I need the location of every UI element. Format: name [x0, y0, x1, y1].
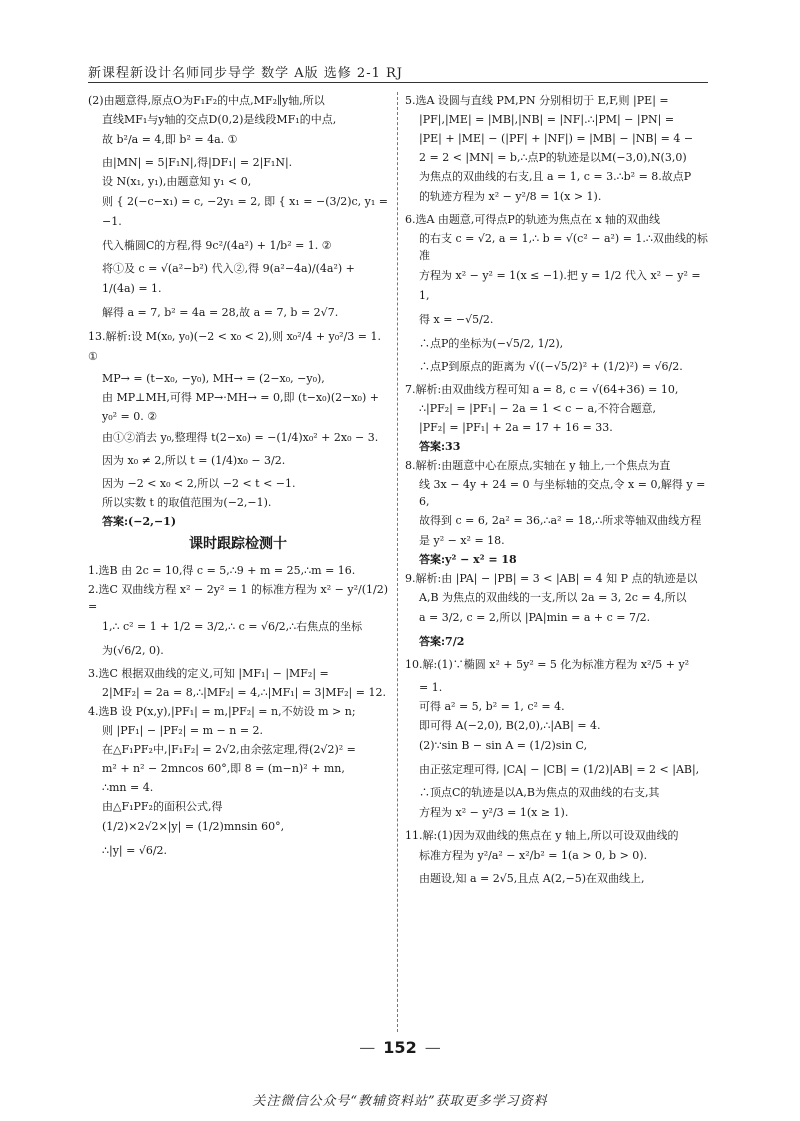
text-line: m² + n² − 2mncos 60°,即 8 = (m−n)² + mn,	[102, 761, 345, 775]
answer-line: 答案:(−2,−1)	[102, 515, 177, 529]
text-line: 方程为 x² − y² = 1(x ≤ −1).把 y = 1/2 代入 x² − y² = 1,	[419, 269, 701, 302]
text-line: 可得 a² = 5, b² = 1, c² = 4.	[419, 700, 565, 714]
page-number: 152	[383, 1038, 417, 1057]
text-line: (2)∵sin B − sin A = (1/2)sin C,	[419, 739, 588, 753]
text-line: (2)由题意得,原点O为F₁F₂的中点,MF₂∥y轴,所以	[88, 94, 325, 107]
text-line: 在△F₁PF₂中,|F₁F₂| = 2√2,由余弦定理,得(2√2)² =	[102, 742, 356, 756]
text-line: 即可得 A(−2,0), B(2,0),∴|AB| = 4.	[419, 719, 601, 733]
text-line: ∴|y| = √6/2.	[102, 843, 168, 857]
left-column	[88, 92, 388, 865]
text-line: 所以实数 t 的取值范围为(−2,−1).	[102, 496, 272, 510]
text-line: 将①及 c = √(a²−b²) 代入②,得 9(a²−4a)/(4a²) + 1/(4a) = 1.	[102, 262, 355, 296]
text-line: = 1.	[419, 681, 443, 695]
text-line: 2|MF₂| = 2a = 8,∴|MF₂| = 4,∴|MF₁| = 3|MF₂| = 12.	[102, 685, 386, 699]
problem-9-start: 9.解析:由 |PA| − |PB| = 3 < |AB| = 4 知 P 点的轨迹是以	[405, 571, 698, 585]
answer-line: 答案:7/2	[419, 634, 465, 648]
problem-7-start: 7.解析:由双曲线方程可知 a = 8, c = √(64+36) = 10,	[405, 383, 679, 397]
text-line: 线 3x − 4y + 24 = 0 与坐标轴的交点,令 x = 0,解得 y = 6,	[419, 478, 706, 509]
text-line: 解得 a = 7, b² = 4a = 28,故 a = 7, b = 2√7.	[102, 305, 339, 319]
text-line: 的右支 c = √2, a = 1,∴ b = √(c² − a²) = 1.∴双曲线的标准	[419, 232, 708, 263]
text-line: 2 = 2 < |MN| = b,∴点P的轨迹是以M(−3,0),N(3,0)	[419, 151, 687, 165]
text-line: |PF|,|ME| = |MB|,|NB| = |NF|.∴|PM| − |PN| =	[419, 113, 675, 127]
section-title: 课时跟踪检测十	[189, 536, 287, 553]
text-line: 故得到 c = 6, 2a² = 36,∴a² = 18,∴所求等轴双曲线方程	[419, 514, 702, 528]
text-line: |PF₂| = |PF₁| + 2a = 17 + 16 = 33.	[419, 421, 613, 435]
text-line: 1,∴ c² = 1 + 1/2 = 3/2,∴ c = √6/2,∴右焦点的坐标	[102, 620, 363, 634]
problem-6-start: 6.选A 由题意,可得点P的轨迹为焦点在 x 轴的双曲线	[405, 213, 661, 227]
text-line: 由 MP⊥MH,可得 MP→·MH→ = 0,即 (t−x₀)(2−x₀) +	[102, 391, 379, 405]
text-line: 标准方程为 y²/a² − x²/b² = 1(a > 0, b > 0).	[419, 848, 648, 862]
text-line: ∴顶点C的轨迹是以A,B为焦点的双曲线的右支,其	[419, 785, 660, 799]
problem-1: 1.选B 由 2c = 10,得 c = 5,∴9 + m = 25,∴m = 16.	[88, 563, 356, 577]
text-line: 故 b²/a = 4,即 b² = 4a. ①	[102, 133, 238, 147]
text-line: ∴点P到原点的距离为 √((−√5/2)² + (1/2)²) = √6/2.	[419, 360, 683, 374]
column-divider	[397, 92, 398, 1032]
text-line: a = 3/2, c = 2,所以 |PA|min = a + c = 7/2.	[419, 610, 651, 624]
text-line: 直线MF₁与y轴的交点D(0,2)是线段MF₁的中点,	[102, 113, 337, 127]
problem-11-start: 11.解:(1)因为双曲线的焦点在 y 轴上,所以可设双曲线的	[405, 828, 679, 842]
problem-3-start: 3.选C 根据双曲线的定义,可知 |MF₁| − |MF₂| =	[88, 666, 329, 680]
problem-2-start: 2.选C 双曲线方程 x² − 2y² = 1 的标准方程为 x² − y²/(1/2) =	[88, 582, 388, 614]
text-line: 由题设,知 a = 2√5,且点 A(2,−5)在双曲线上,	[419, 871, 645, 885]
text-line: 设 N(x₁, y₁),由题意知 y₁ < 0,	[102, 174, 252, 188]
text-line: 因为 x₀ ≠ 2,所以 t = (1/4)x₀ − 3/2.	[102, 454, 286, 468]
problem-8-start: 8.解析:由题意中心在原点,实轴在 y 轴上,一个焦点为直	[405, 459, 671, 473]
text-line: 由|MN| = 5|F₁N|,得|DF₁| = 2|F₁N|.	[102, 155, 293, 169]
text-line: ∴mn = 4.	[102, 780, 154, 794]
text-line: 则 |PF₁| − |PF₂| = m − n = 2.	[102, 723, 264, 737]
text-line: 由△F₁PF₂的面积公式,得	[102, 799, 223, 813]
text-line: (1/2)×2√2×|y| = (1/2)mnsin 60°,	[102, 820, 285, 834]
text-line: 方程为 x² − y²/3 = 1(x ≥ 1).	[419, 805, 569, 819]
problem-10-start: 10.解:(1)∵椭圆 x² + 5y² = 5 化为标准方程为 x²/5 + y²	[405, 658, 690, 672]
text-line: ∴|PF₂| = |PF₁| − 2a = 1 < c − a,不符合题意,	[419, 402, 657, 416]
text-line: 是 y² − x² = 18.	[419, 533, 505, 547]
text-line: 为(√6/2, 0).	[102, 643, 164, 657]
right-column	[405, 92, 710, 889]
text-line: 则 { 2(−c−x₁) = c, −2y₁ = 2, 即 { x₁ = −(3/2)c, y₁ = −1.	[102, 194, 388, 228]
footer-note: 关注微信公众号“教辅资料站”获取更多学习资料	[252, 1094, 548, 1109]
text-line: 由①②消去 y₀,整理得 t(2−x₀) = −(1/4)x₀² + 2x₀ − 3.	[102, 430, 379, 444]
footer-dash-left: —	[359, 1038, 376, 1057]
header-rule	[88, 82, 708, 83]
page-number-footer	[0, 1038, 800, 1057]
text-line: |PE| + |ME| − (|PF| + |NF|) = |MB| − |NB| = 4 −	[419, 132, 694, 146]
text-line: 代入椭圆C的方程,得 9c²/(4a²) + 1/b² = 1. ②	[102, 238, 332, 252]
text-line: 的轨迹方程为 x² − y²/8 = 1(x > 1).	[419, 190, 602, 204]
text-line: 因为 −2 < x₀ < 2,所以 −2 < t < −1.	[102, 477, 296, 491]
text-line: y₀² = 0. ②	[102, 410, 158, 424]
text-line: 为焦点的双曲线的右支,且 a = 1, c = 3.∴b² = 8.故点P	[419, 170, 692, 184]
answer-line: 答案:y² − x² = 18	[419, 552, 517, 566]
answer-line: 答案:33	[419, 440, 461, 454]
problem-4-start: 4.选B 设 P(x,y),|PF₁| = m,|PF₂| = n,不妨设 m > n;	[88, 704, 356, 718]
text-line: 由正弦定理可得, |CA| − |CB| = (1/2)|AB| = 2 < |AB|,	[419, 763, 700, 777]
problem-13-start: 13.解析:设 M(x₀, y₀)(−2 < x₀ < 2),则 x₀²/4 + y₀²/3 = 1. ①	[88, 329, 381, 363]
problem-5-start: 5.选A 设圆与直线 PM,PN 分别相切于 E,F,则 |PE| =	[405, 94, 669, 107]
running-header: 新课程新设计名师同步导学 数学 A版 选修 2-1 RJ	[88, 66, 403, 81]
text-line: 得 x = −√5/2.	[419, 312, 494, 326]
footer-dash-right: —	[424, 1038, 441, 1057]
text-line: A,B 为焦点的双曲线的一支,所以 2a = 3, 2c = 4,所以	[419, 590, 687, 604]
text-line: MP→ = (t−x₀, −y₀), MH→ = (2−x₀, −y₀),	[102, 372, 325, 386]
text-line: ∴点P的坐标为(−√5/2, 1/2),	[419, 336, 564, 350]
